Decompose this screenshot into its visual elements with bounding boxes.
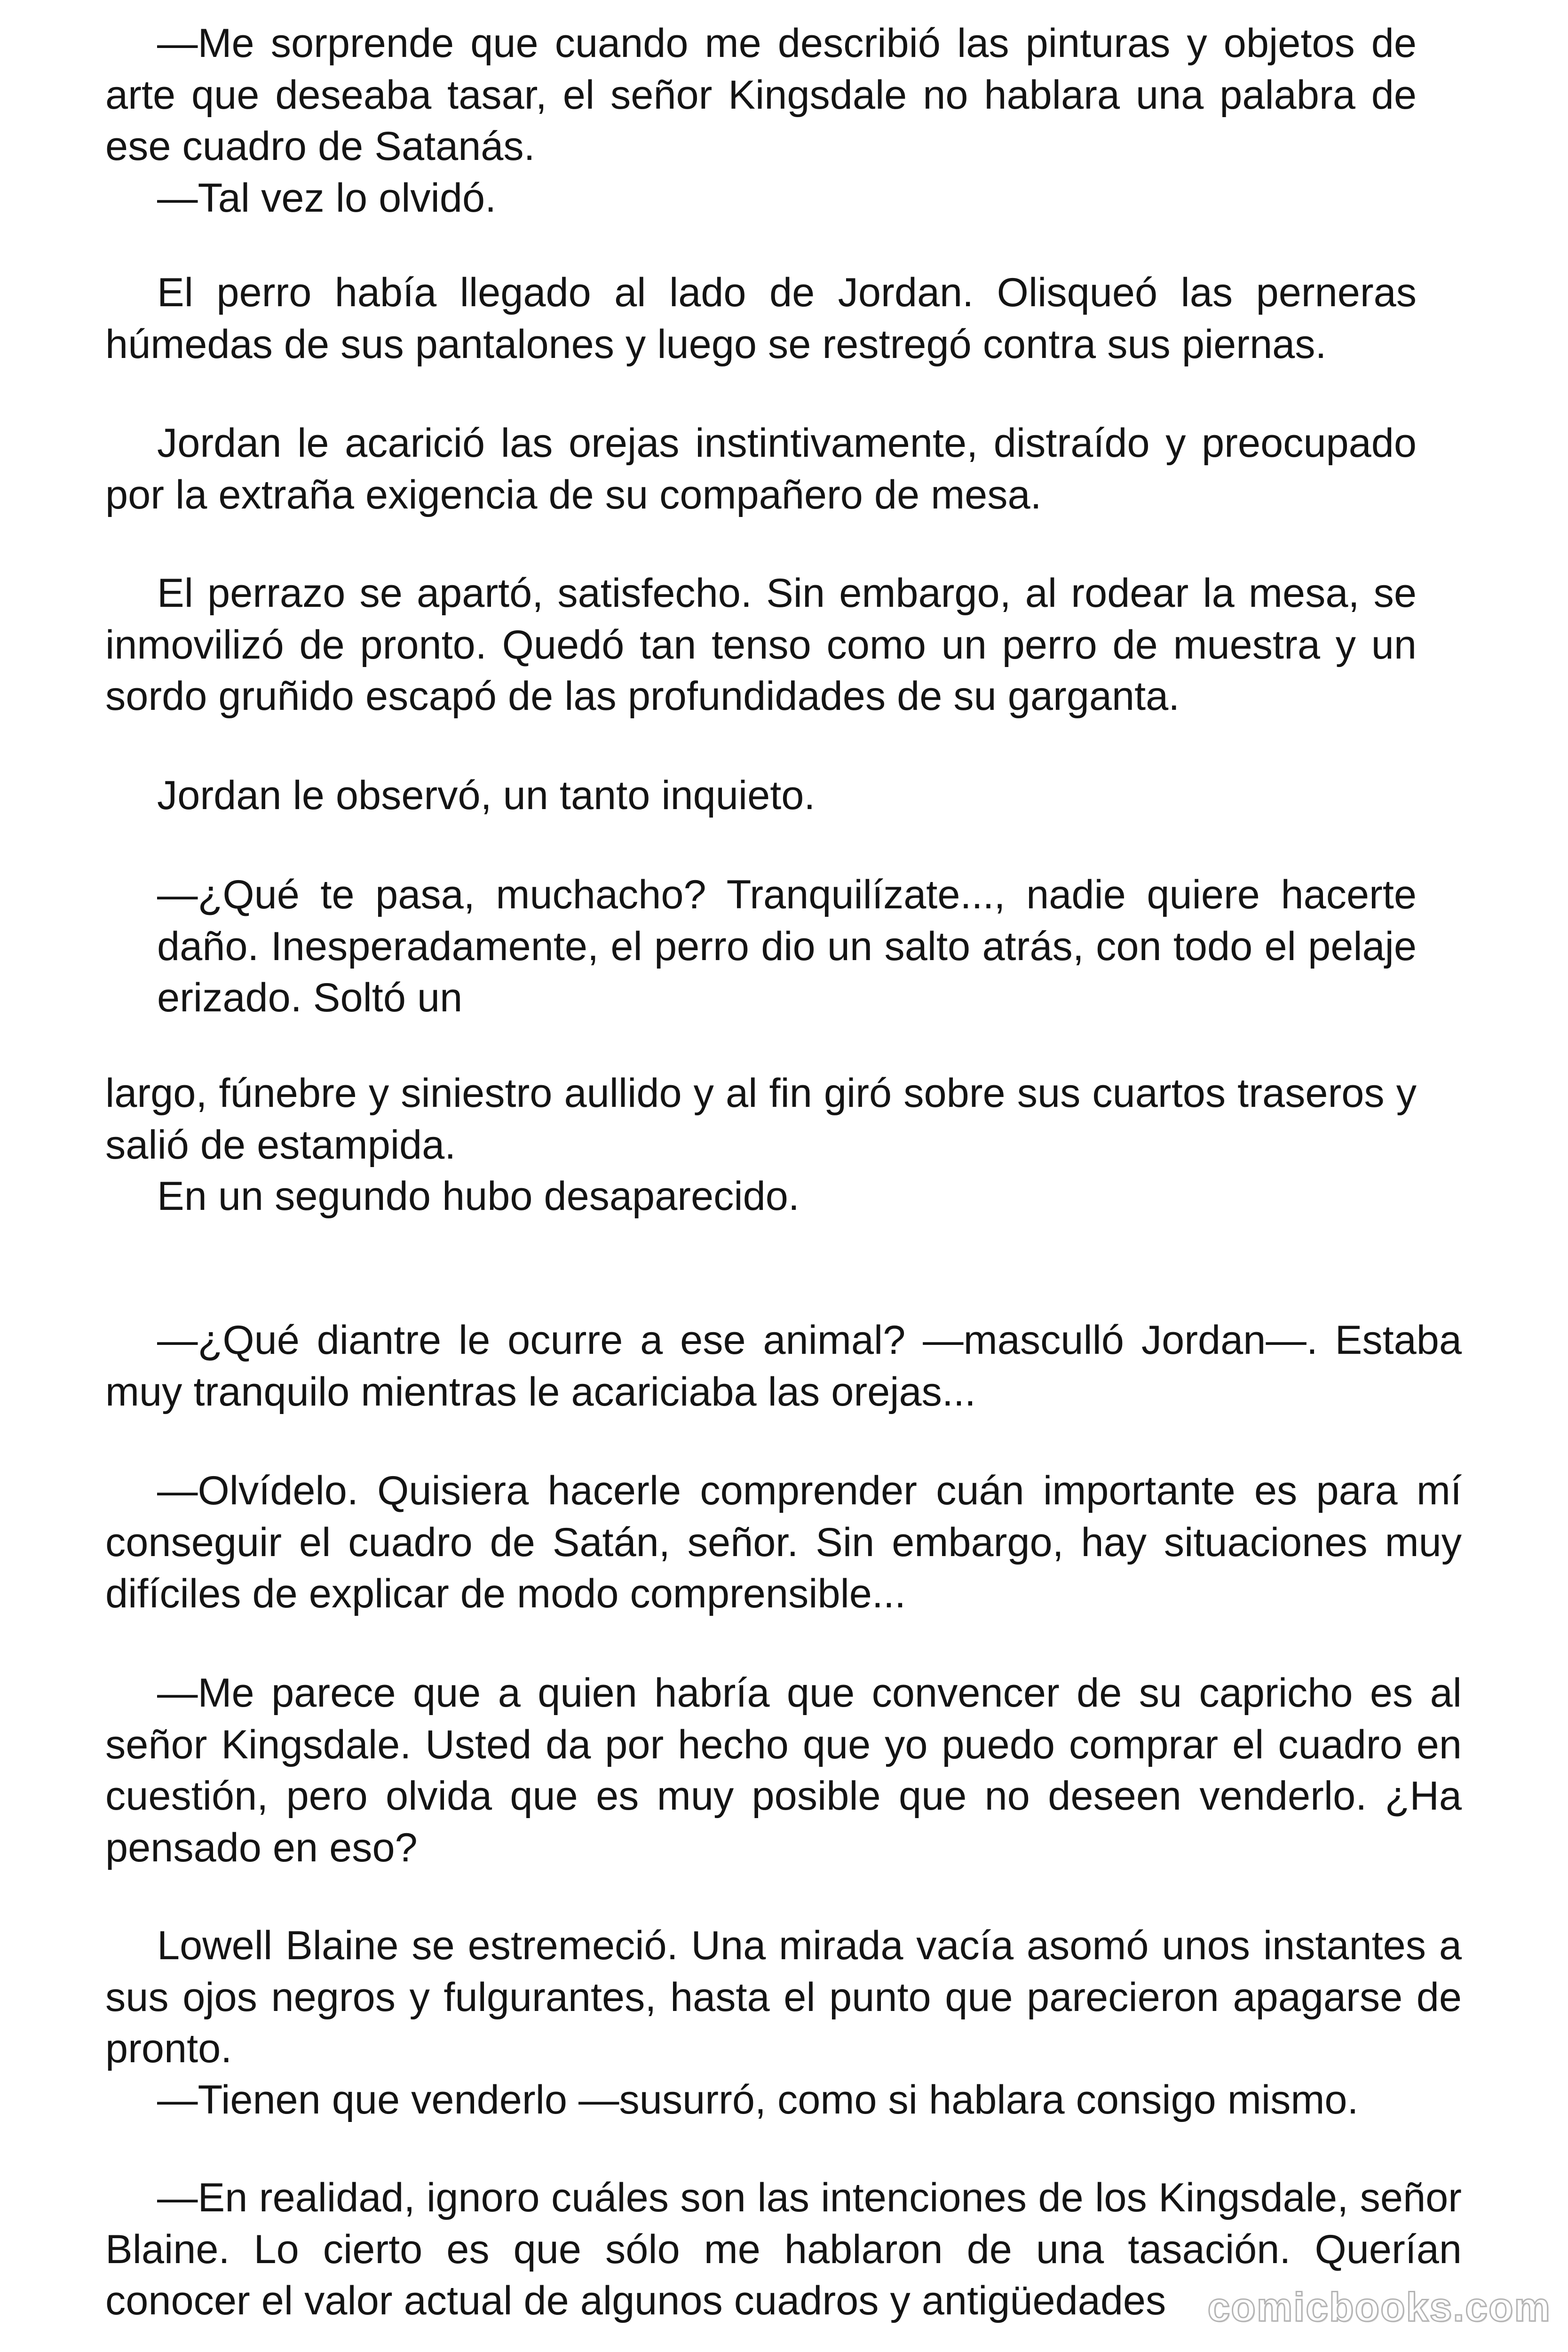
paragraph: largo, fúnebre y siniestro aullido y al fin giró sobre sus cuartos traseros y salió de estampida. <box>105 1071 1417 1168</box>
paragraph: El perro había llegado al lado de Jordan. Olisqueó las perneras húmedas de sus pantalones y luego se restregó contra sus piernas. <box>105 270 1417 367</box>
paragraph: Jordan le observó, un tanto inquieto. <box>157 773 816 818</box>
paragraph: —Tal vez lo olvidó. <box>157 175 497 221</box>
paragraph: —En realidad, ignoro cuáles son las intenciones de los Kingsdale, señor Blaine. Lo cierto es que sólo me hablaron de una tasación. Querían conocer el valor actual de algunos cuadros y antigüedades <box>105 2175 1462 2323</box>
paragraph: —Me sorprende que cuando me describió las pinturas y objetos de arte que deseaba tasar, el señor Kingsdale no hablara una palabra de ese cuadro de Satanás. <box>105 21 1417 169</box>
watermark-logo: comicbooks.com <box>1207 2285 1551 2330</box>
paragraph: —Me parece que a quien habría que convencer de su capricho es al señor Kingsdale. Usted da por hecho que yo puedo comprar el cuadro en cuestión, pero olvida que es muy posible que no deseen venderlo. ¿Ha pensado en eso? <box>105 1670 1462 1870</box>
paragraph: Lowell Blaine se estremeció. Una mirada vacía asomó unos instantes a sus ojos negros y fulgurantes, hasta el punto que parecieron apagarse de pronto. <box>105 1923 1462 2071</box>
paragraph: En un segundo hubo desaparecido. <box>157 1174 800 1219</box>
paragraph: —Olvídelo. Quisiera hacerle comprender cuán importante es para mí conseguir el cuadro de Satán, señor. Sin embargo, hay situaciones muy difíciles de explicar de modo comprensible... <box>105 1468 1462 1616</box>
paragraph: —Tienen que venderlo —susurró, como si hablara consigo mismo. <box>157 2077 1359 2122</box>
paragraph: Jordan le acarició las orejas instintivamente, distraído y preocupado por la extraña exigencia de su compañero de mesa. <box>105 421 1417 517</box>
paragraph: —¿Qué te pasa, muchacho? Tranquilízate..., nadie quiere hacerte daño. Inesperadamente, el perro dio un salto atrás, con todo el pelaje erizado. Soltó un <box>157 872 1417 1020</box>
paragraph: —¿Qué diantre le ocurre a ese animal? —masculló Jordan—. Estaba muy tranquilo mientras le acariciaba las orejas... <box>105 1318 1462 1414</box>
paragraph: El perrazo se apartó, satisfecho. Sin embargo, al rodear la mesa, se inmovilizó de pronto. Quedó tan tenso como un perro de muestra y un sordo gruñido escapó de las profundidades de su garganta. <box>105 571 1417 719</box>
